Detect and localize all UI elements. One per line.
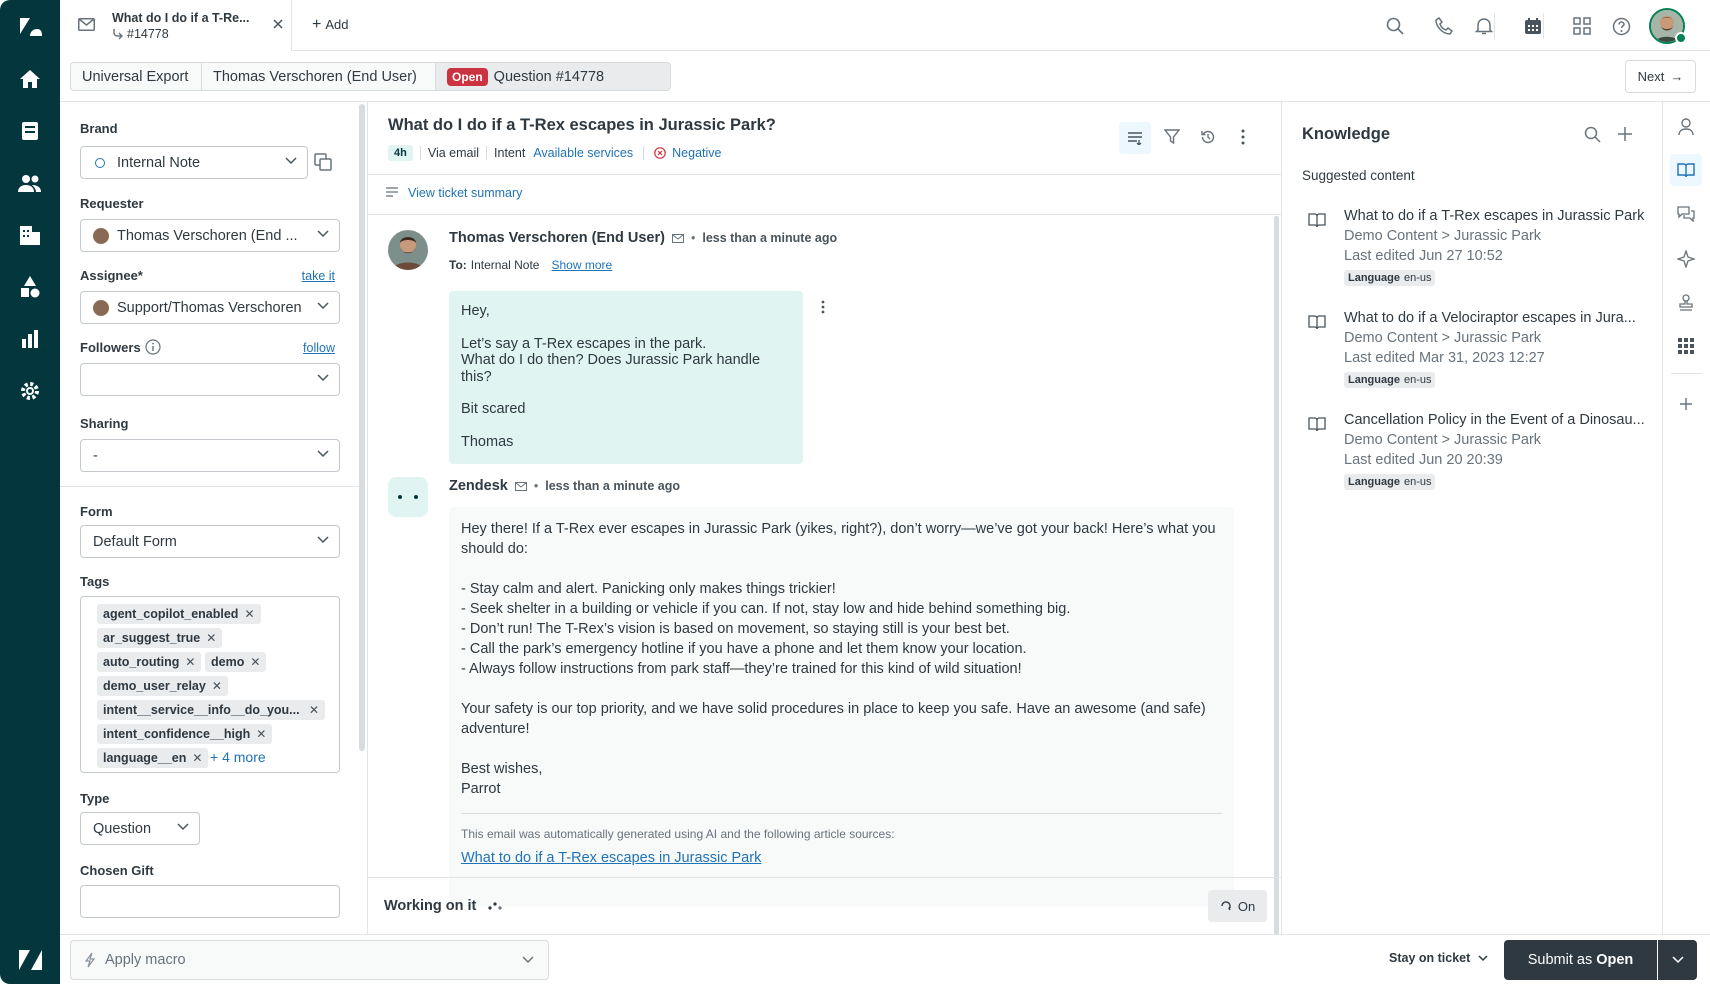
context-rail <box>1663 102 1710 934</box>
breadcrumb-requester[interactable]: Thomas Verschoren (End User) <box>201 62 436 91</box>
message-bullet: - Call the park’s emergency hotline if you have a phone and let them know your location. <box>461 641 1027 657</box>
assignee-avatar <box>93 300 109 316</box>
envelope-icon <box>78 18 95 31</box>
requester-avatar <box>93 228 109 244</box>
chevron-down-icon <box>522 956 534 964</box>
ticket-subject: What do I do if a T-Rex escapes in Jurassic Park? <box>388 116 776 134</box>
reporting-icon[interactable] <box>15 324 45 354</box>
online-status-dot <box>1675 32 1687 44</box>
chevron-down-icon <box>317 374 329 382</box>
article-title[interactable]: Cancellation Policy in the Event of a Dinosau... <box>1344 412 1645 428</box>
chevron-down-icon <box>317 302 329 310</box>
message-line: Hey, <box>461 303 490 319</box>
source-article-link[interactable]: What to do if a T-Rex escapes in Jurassic Park <box>461 850 762 866</box>
apply-macro-select[interactable] <box>70 940 549 980</box>
knowledge-title: Knowledge <box>1302 125 1391 143</box>
remove-tag-icon[interactable]: ✕ <box>185 655 196 669</box>
status-badge-open: Open <box>447 68 488 86</box>
type-value: Question <box>93 820 152 837</box>
remove-tag-icon[interactable]: ✕ <box>250 655 261 669</box>
requester-select[interactable] <box>80 219 340 252</box>
auto-assist-icon <box>1220 900 1232 912</box>
customers-icon[interactable] <box>15 168 45 198</box>
tags-label: Tags <box>80 574 110 589</box>
stay-on-ticket-label: Stay on ticket <box>1389 951 1471 965</box>
chevron-down-icon <box>177 823 189 831</box>
chosen-gift-input[interactable] <box>80 885 340 918</box>
conversation-panel <box>368 102 1282 934</box>
tab-ticket-id: #14778 <box>127 27 169 41</box>
conversation-view-icon[interactable] <box>1119 122 1151 154</box>
message-body-ai <box>449 507 1234 907</box>
message-header <box>449 230 837 246</box>
tag-label: intent__service__info__do_you... <box>103 703 300 717</box>
ai-footnote: This email was automatically generated using AI and the following article sources: <box>461 827 895 841</box>
language-badge <box>1344 474 1435 490</box>
message-options-icon[interactable] <box>821 300 825 314</box>
to-label: To: <box>449 258 467 272</box>
avatar-eye <box>398 495 402 499</box>
tag-label: language__en <box>103 751 187 765</box>
copy-icon[interactable] <box>314 153 332 171</box>
tag <box>97 604 261 624</box>
message-line: Let’s say a T-Rex escapes in the park. <box>461 335 707 352</box>
customer-context-icon[interactable] <box>1678 118 1694 136</box>
tag <box>97 700 325 720</box>
toggle-label: On <box>1237 898 1256 914</box>
to-value: Internal Note <box>470 258 540 272</box>
chevron-down-icon <box>1672 956 1684 964</box>
assignee-label: Assignee* <box>80 268 143 283</box>
message-bullet: - Seek shelter in a building or vehicle if you can. If not, stay low and hide behind something big. <box>461 601 1071 617</box>
search-icon[interactable] <box>1382 13 1408 39</box>
zendesk-z-icon[interactable] <box>15 945 45 975</box>
article-edited: Last edited Mar 31, 2023 12:27 <box>1344 350 1545 366</box>
followers-label: Followers <box>80 340 141 355</box>
tag <box>205 652 266 672</box>
suggested-content-label: Suggested content <box>1302 168 1415 183</box>
help-icon[interactable] <box>1608 13 1634 39</box>
message-paragraph: Your safety is our top priority, and we have solid procedures in place to keep you safe. Have an awesome (and safe) adventure! <box>461 701 1206 737</box>
plus-icon: + <box>312 16 322 33</box>
bottom-action-bar <box>60 934 1710 984</box>
loading-dots-icon <box>487 902 503 912</box>
meta-divider <box>420 146 421 160</box>
tag-label: demo_user_relay <box>103 679 206 693</box>
knowledge-article-item[interactable] <box>1308 412 1648 492</box>
language-label: Language <box>1348 272 1400 284</box>
form-value: Default Form <box>93 533 177 550</box>
remove-tag-icon[interactable]: ✕ <box>211 679 222 693</box>
divider <box>1543 13 1544 39</box>
sentiment-value: Negative <box>672 146 722 160</box>
requester-value: Thomas Verschoren (End ... <box>117 227 298 244</box>
chevron-down-icon <box>1478 955 1488 962</box>
brand-select[interactable] <box>80 146 308 179</box>
language-label: Language <box>1348 374 1400 386</box>
language-value: en-us <box>1403 272 1432 284</box>
summary-icon <box>385 187 399 199</box>
divider <box>368 214 1281 215</box>
organizations-icon[interactable] <box>15 220 45 250</box>
tag-label: agent_copilot_enabled <box>103 607 239 621</box>
followers-select[interactable] <box>80 363 340 396</box>
type-label: Type <box>80 791 110 806</box>
divider <box>1671 373 1702 374</box>
brand-icon <box>95 158 105 168</box>
more-tags-link[interactable]: + 4 more <box>210 749 266 765</box>
message-time: less than a minute ago <box>545 479 680 493</box>
conversation-scrollbar[interactable] <box>1274 216 1279 956</box>
remove-tag-icon[interactable]: ✕ <box>308 703 319 717</box>
dot-separator: • <box>690 231 696 245</box>
article-path: Demo Content > Jurassic Park <box>1344 432 1542 448</box>
via-channel: Via email <box>427 146 480 160</box>
search-icon[interactable] <box>1584 126 1601 143</box>
lightning-icon <box>85 952 95 968</box>
tag-label: intent_confidence__high <box>103 727 251 741</box>
assignee-select[interactable] <box>80 291 340 324</box>
book-icon <box>1308 417 1326 432</box>
chevron-down-icon <box>317 230 329 238</box>
message-line: What do I do then? Does Jurassic Park handle this? <box>461 352 761 385</box>
tag-label: ar_suggest_true <box>103 631 201 645</box>
dot-separator: • <box>533 479 539 493</box>
article-edited: Last edited Jun 20 20:39 <box>1344 452 1503 468</box>
intent-label: Intent <box>494 146 526 160</box>
knowledge-panel <box>1282 102 1663 934</box>
products-grid-icon[interactable] <box>1569 13 1595 39</box>
type-select[interactable] <box>80 812 200 845</box>
ai-agent-avatar-icon[interactable] <box>388 477 428 517</box>
tag <box>97 676 228 696</box>
envelope-icon <box>515 482 527 491</box>
breadcrumb-organization[interactable]: Universal Export <box>70 62 202 91</box>
tag-label: auto_routing <box>103 655 180 669</box>
divider <box>1494 13 1495 39</box>
divider <box>368 877 1281 878</box>
view-ticket-summary-link[interactable]: View ticket summary <box>408 186 523 200</box>
history-icon[interactable] <box>1200 129 1216 145</box>
tag <box>97 724 272 744</box>
add-tab-label: Add <box>325 17 349 32</box>
stamp-icon[interactable] <box>1678 294 1694 311</box>
more-options-icon[interactable] <box>1241 129 1245 145</box>
auto-assist-toggle[interactable] <box>1208 890 1267 922</box>
book-icon <box>1308 213 1326 228</box>
language-value: en-us <box>1403 374 1432 386</box>
message-line: Thomas <box>461 433 514 450</box>
info-icon[interactable] <box>145 339 161 355</box>
filter-icon[interactable] <box>1164 129 1180 145</box>
home-icon[interactable] <box>15 64 45 94</box>
add-app-icon[interactable] <box>1679 397 1693 411</box>
breadcrumb-ticket-label: Question #14778 <box>493 68 605 85</box>
tag <box>97 628 222 648</box>
submit-status: Open <box>1596 952 1634 968</box>
knowledge-icon[interactable] <box>1670 154 1702 186</box>
chevron-down-icon <box>317 536 329 544</box>
sharing-label: Sharing <box>80 416 129 431</box>
tag-label: demo <box>211 655 245 669</box>
language-value: en-us <box>1403 476 1432 488</box>
message-time: less than a minute ago <box>702 231 838 245</box>
intent-value[interactable]: Available services <box>533 146 634 160</box>
chosen-gift-label: Chosen Gift <box>80 863 154 878</box>
form-label: Form <box>80 504 113 519</box>
properties-scrollbar[interactable] <box>359 104 365 751</box>
intelligence-icon[interactable] <box>1677 250 1695 268</box>
arrow-right-icon: → <box>1670 69 1684 84</box>
follow-link[interactable]: follow <box>303 341 335 355</box>
tab-title: What do I do if a T-Re... <box>112 11 250 25</box>
form-select[interactable] <box>80 525 340 558</box>
show-more-link[interactable]: Show more <box>551 258 613 272</box>
next-ticket-button[interactable] <box>1625 60 1696 93</box>
article-title[interactable]: What to do if a T-Rex escapes in Jurassic Park <box>1344 208 1645 224</box>
apps-icon[interactable] <box>15 272 45 302</box>
apply-macro-label: Apply macro <box>105 952 186 968</box>
divider <box>60 486 360 487</box>
age-badge: 4h <box>388 145 413 161</box>
divider <box>368 174 1281 175</box>
knowledge-article-item[interactable] <box>1308 310 1648 390</box>
chevron-down-icon <box>285 157 297 165</box>
knowledge-article-item[interactable] <box>1308 208 1648 288</box>
message-line: Bit scared <box>461 401 526 417</box>
breadcrumb-ticket[interactable] <box>435 62 671 91</box>
ticket-properties-panel <box>60 102 368 934</box>
meta-divider <box>643 146 644 160</box>
admin-gear-icon[interactable] <box>15 376 45 406</box>
ticket-tab[interactable] <box>60 0 292 51</box>
brand-value: Internal Note <box>117 154 201 171</box>
message-header <box>449 478 680 494</box>
sharing-value: - <box>93 447 98 464</box>
article-path: Demo Content > Jurassic Park <box>1344 228 1542 244</box>
brand-label: Brand <box>80 121 118 136</box>
merge-icon <box>112 28 124 40</box>
message-bullet: - Always follow instructions from park staff—they’re trained for this kind of wild situation! <box>461 661 1022 677</box>
tag <box>97 748 208 768</box>
take-it-link[interactable]: take it <box>301 269 335 283</box>
message-author[interactable]: Zendesk <box>449 478 508 494</box>
requester-label: Requester <box>80 196 144 211</box>
message-signoff: Parrot <box>461 781 501 797</box>
envelope-icon <box>672 234 684 243</box>
submit-prefix: Submit as <box>1527 952 1597 968</box>
tag <box>97 652 201 672</box>
ticket-breadcrumb-bar <box>60 51 1710 102</box>
remove-tag-icon[interactable]: ✕ <box>206 631 217 645</box>
top-bar <box>60 0 1710 51</box>
avatar-eye <box>414 495 418 499</box>
tags-input[interactable] <box>80 596 340 773</box>
submit-options-button[interactable] <box>1658 940 1697 980</box>
conversations-icon[interactable] <box>1677 206 1695 222</box>
add-tab-button[interactable] <box>312 17 348 32</box>
divider <box>461 813 1222 814</box>
message-recipients <box>449 258 612 272</box>
article-path: Demo Content > Jurassic Park <box>1344 330 1542 346</box>
message-author[interactable]: Thomas Verschoren (End User) <box>449 230 665 246</box>
sharing-select[interactable] <box>80 439 340 472</box>
stay-on-ticket-select[interactable] <box>1389 951 1488 965</box>
meta-divider <box>486 146 487 160</box>
assignee-value: Support/Thomas Verschoren <box>117 299 302 316</box>
message-body-requester <box>449 291 803 464</box>
product-nav <box>0 0 60 984</box>
ticket-meta <box>388 145 721 161</box>
plus-icon[interactable] <box>1617 126 1633 142</box>
remove-tag-icon[interactable]: ✕ <box>256 727 267 741</box>
article-edited: Last edited Jun 27 10:52 <box>1344 248 1503 264</box>
language-badge <box>1344 372 1435 388</box>
language-badge <box>1344 270 1435 286</box>
apps-grid-icon[interactable] <box>1678 338 1694 354</box>
zendesk-logo-icon[interactable] <box>15 12 45 42</box>
message-paragraph: Hey there! If a T-Rex ever escapes in Jurassic Park (yikes, right?), don’t worry—we’ve got your back! Here’s what you should do: <box>461 521 1216 557</box>
article-title[interactable]: What to do if a Velociraptor escapes in Jura... <box>1344 310 1636 326</box>
views-icon[interactable] <box>15 116 45 146</box>
language-label: Language <box>1348 476 1400 488</box>
message-bullet: - Don’t run! The T-Rex’s vision is based on movement, so staying still is your best bet. <box>461 621 1010 637</box>
remove-tag-icon[interactable]: ✕ <box>192 751 203 765</box>
close-tab-icon[interactable] <box>273 19 283 29</box>
message-signoff: Best wishes, <box>461 761 543 777</box>
submit-button[interactable] <box>1504 940 1657 980</box>
chevron-down-icon <box>317 450 329 458</box>
book-icon <box>1308 315 1326 330</box>
remove-tag-icon[interactable]: ✕ <box>244 607 255 621</box>
message-bullet: - Stay calm and alert. Panicking only makes things trickier! <box>461 581 836 597</box>
negative-sentiment-icon <box>654 147 666 159</box>
requester-avatar[interactable] <box>388 230 428 270</box>
next-label: Next <box>1637 69 1665 84</box>
working-status: Working on it <box>384 898 477 914</box>
phone-icon[interactable] <box>1431 13 1457 39</box>
